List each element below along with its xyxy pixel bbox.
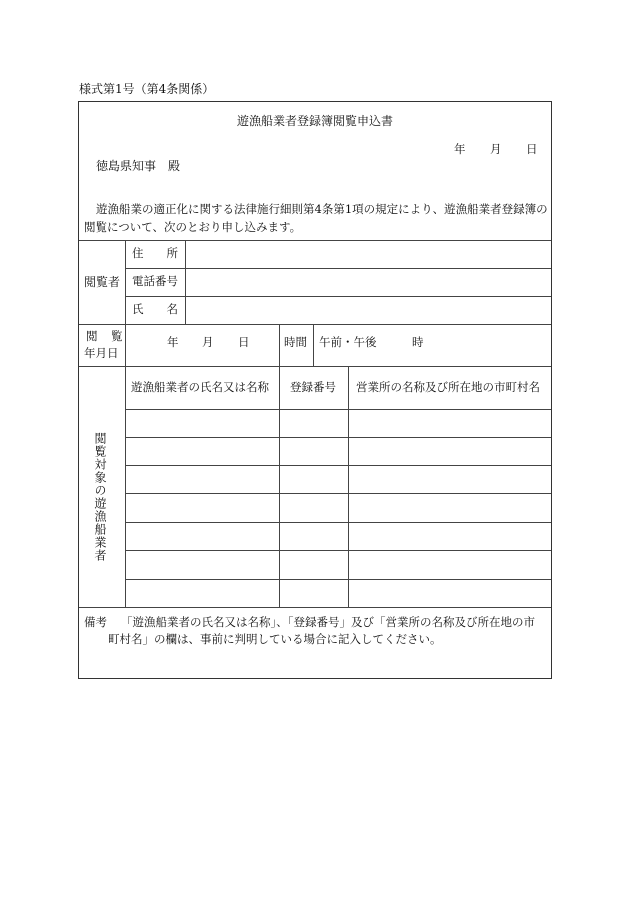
phone-label: 電話番号 [132, 274, 178, 288]
viewing-month-label: 月 [202, 335, 214, 349]
application-form [78, 101, 552, 679]
form-title: 遊漁船業者登録簿閲覧申込書 [236, 114, 393, 128]
name-field[interactable] [186, 297, 551, 324]
remarks-line2: 町村名」の欄は、事前に判明している場合に記入してください。 [108, 632, 442, 646]
col-header-registration-number: 登録番号 [290, 380, 336, 394]
hour-label: 時 [412, 335, 424, 349]
submission-year-label: 年 [454, 142, 466, 156]
form-number-label: 様式第1号（第4条関係） [79, 82, 215, 96]
viewing-date-label-line1: 閲 覧 [86, 329, 124, 343]
viewing-date-label-line2: 年月日 [84, 346, 119, 360]
time-label: 時間 [284, 335, 307, 349]
phone-field[interactable] [186, 269, 551, 296]
target-operators-label: 閲覧対象の遊漁船業者 [93, 432, 107, 562]
viewing-day-label: 日 [238, 335, 250, 349]
address-label: 住 所 [132, 246, 178, 260]
intro-text: 遊漁船業の適正化に関する法律施行細則第4条第1項の規定により、遊漁船業者登録簿の閲覧について、次のとおり申し込みます。 [84, 202, 548, 234]
remarks-line1: 「遊漁船業者の氏名又は名称」、「登録番号」及び「営業所の名称及び所在地の市 [121, 615, 535, 629]
submission-day-label: 日 [526, 142, 538, 156]
am-pm-label: 午前・午後 [319, 335, 377, 349]
address-field[interactable] [186, 241, 551, 268]
addressee: 徳島県知事 殿 [96, 159, 181, 173]
col-header-operator-name: 遊漁船業者の氏名又は名称 [131, 380, 269, 394]
submission-month-label: 月 [490, 142, 502, 156]
col-header-office-location: 営業所の名称及び所在地の市町村名 [356, 380, 540, 394]
remarks-label: 備考 [84, 615, 107, 629]
name-label: 氏 名 [132, 302, 178, 316]
viewing-year-label: 年 [167, 335, 179, 349]
reader-label: 閲覧者 [84, 275, 121, 289]
